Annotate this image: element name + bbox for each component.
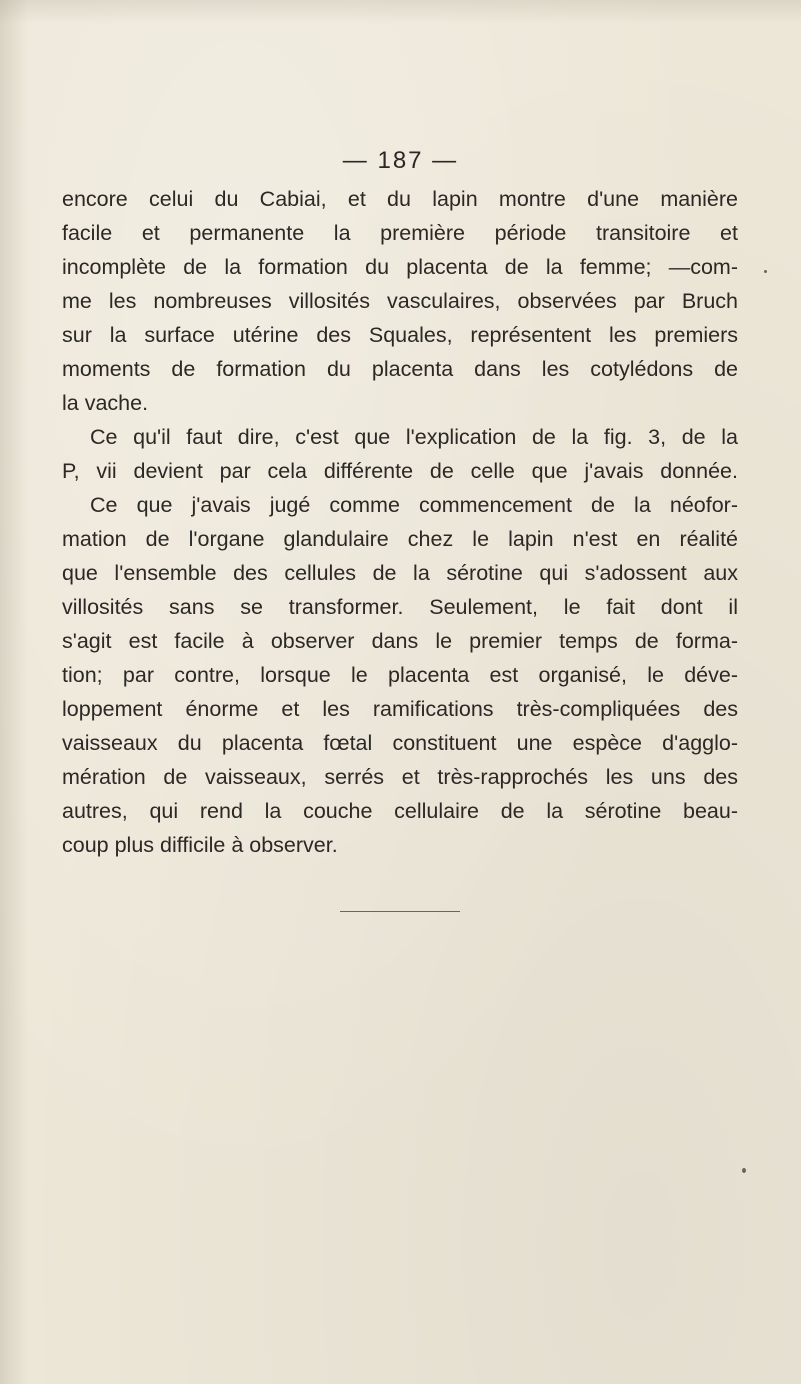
text-line: moments de formation du placenta dans les cotylédons de	[62, 357, 738, 381]
top-edge-shadow	[0, 0, 801, 24]
text-line: vaisseaux du placenta fœtal constituent une espèce d'agglo-	[62, 731, 738, 755]
paper-speck	[764, 270, 767, 273]
paper-speck	[742, 1168, 746, 1173]
page-number: — 187 —	[342, 147, 459, 174]
text-line: mation de l'organe glandulaire chez le lapin n'est en réalité	[62, 527, 738, 551]
text-line: loppement énorme et les ramifications très-compliquées des	[62, 697, 738, 721]
text-line: mération de vaisseaux, serrés et très-rapprochés les uns des	[62, 765, 738, 789]
text-line: incomplète de la formation du placenta de la femme; —com-	[62, 255, 738, 279]
text-line: que l'ensemble des cellules de la sérotine qui s'adossent aux	[62, 561, 738, 585]
section-divider	[340, 911, 460, 912]
text-line: facile et permanente la première période transitoire et	[62, 221, 738, 245]
text-line: la vache.	[62, 391, 149, 415]
text-line: Ce qu'il faut dire, c'est que l'explication de la fig. 3, de la	[90, 425, 738, 449]
body-text	[62, 182, 738, 862]
text-line: tion; par contre, lorsque le placenta est organisé, le déve-	[62, 663, 738, 687]
text-line: villosités sans se transformer. Seulement, le fait dont il	[62, 595, 738, 619]
text-line: P, vii devient par cela différente de celle que j'avais donnée.	[62, 459, 738, 483]
text-line: me les nombreuses villosités vasculaires, observées par Bruch	[62, 289, 738, 313]
text-line: coup plus difficile à observer.	[62, 833, 338, 857]
text-line: s'agit est facile à observer dans le premier temps de forma-	[62, 629, 738, 653]
binding-shadow	[0, 0, 28, 1384]
text-line: encore celui du Cabiai, et du lapin montre d'une manière	[62, 187, 738, 211]
text-line: autres, qui rend la couche cellulaire de la sérotine beau-	[62, 799, 738, 823]
text-line: Ce que j'avais jugé comme commencement de la néofor-	[90, 493, 738, 517]
text-line: sur la surface utérine des Squales, représentent les premiers	[62, 323, 738, 347]
